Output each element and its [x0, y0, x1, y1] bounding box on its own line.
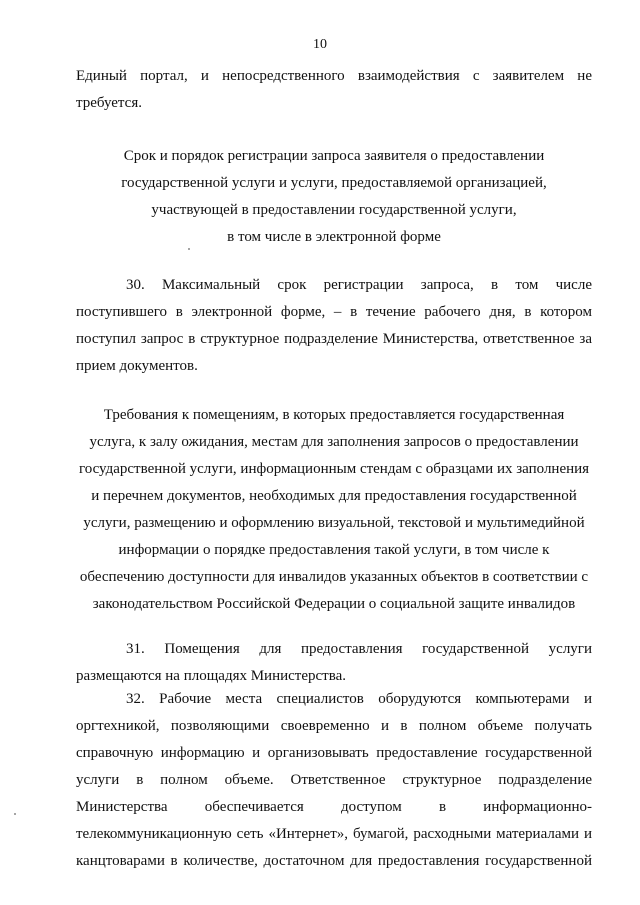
heading-line: законодательством Российской Федерации о социальной защите инвалидов	[92, 596, 576, 612]
text-line: услуги в полном объеме. Ответственное структурное подразделение	[76, 772, 592, 788]
text-line: Единый портал, и непосредственного взаимодействия с заявителем не	[76, 68, 592, 84]
text-line: Министерства обеспечивается доступом в информационно-	[76, 799, 592, 815]
section-heading-registration	[76, 143, 592, 251]
heading-line: обеспечению доступности для инвалидов указанных объектов в соответствии с	[79, 569, 589, 585]
text-line: телекоммуникационную сеть «Интернет», бумагой, расходными материалами и	[76, 826, 592, 842]
text-line: поступил запрос в структурное подразделение Министерства, ответственное за	[76, 331, 592, 347]
text-line: прием документов.	[76, 358, 198, 374]
paragraph-31	[76, 636, 592, 690]
heading-line: государственной услуги, информационным стендам с образцами их заполнения	[78, 461, 590, 477]
text-line: 31. Помещения для предоставления государственной услуги	[126, 641, 592, 657]
text-line: канцтоварами в количестве, достаточном для предоставления государственной	[76, 853, 592, 869]
heading-line: услуги, размещению и оформлению визуальной, текстовой и мультимедийной	[83, 515, 585, 531]
heading-line: услуга, к залу ожидания, местам для заполнения запросов о предоставлении	[89, 434, 579, 450]
paragraph-32	[76, 686, 592, 875]
scan-speck	[14, 813, 16, 815]
intro-paragraph	[76, 63, 592, 117]
heading-line: участвующей в предоставлении государственной услуги,	[151, 202, 517, 218]
text-line: справочную информацию и организовывать предоставление государственной	[76, 745, 592, 761]
text-line: поступившего в электронной форме, – в течение рабочего дня, в котором	[76, 304, 592, 320]
text-line: 32. Рабочие места специалистов оборудуются компьютерами и	[126, 691, 592, 707]
section-heading-premises	[76, 402, 592, 618]
paragraph-30	[76, 272, 592, 380]
heading-line: информации о порядке предоставления такой услуги, в том числе к	[118, 542, 550, 558]
text-line: размещаются на площадях Министерства.	[76, 668, 347, 684]
heading-line: Требования к помещениям, в которых предоставляется государственная	[103, 407, 565, 423]
text-line: требуется.	[76, 95, 142, 111]
heading-line: Срок и порядок регистрации запроса заявителя о предоставлении	[123, 148, 545, 164]
heading-line: и перечнем документов, необходимых для предоставления государственной	[91, 488, 577, 504]
heading-line: в том числе в электронной форме	[227, 229, 441, 245]
scan-speck	[188, 248, 190, 250]
page-number: 10	[313, 37, 327, 52]
text-line: оргтехникой, позволяющими своевременно и в полном объеме получать	[76, 718, 592, 734]
heading-line: государственной услуги и услуги, предоставляемой организацией,	[121, 175, 547, 191]
text-line: 30. Максимальный срок регистрации запроса, в том числе	[126, 277, 592, 293]
